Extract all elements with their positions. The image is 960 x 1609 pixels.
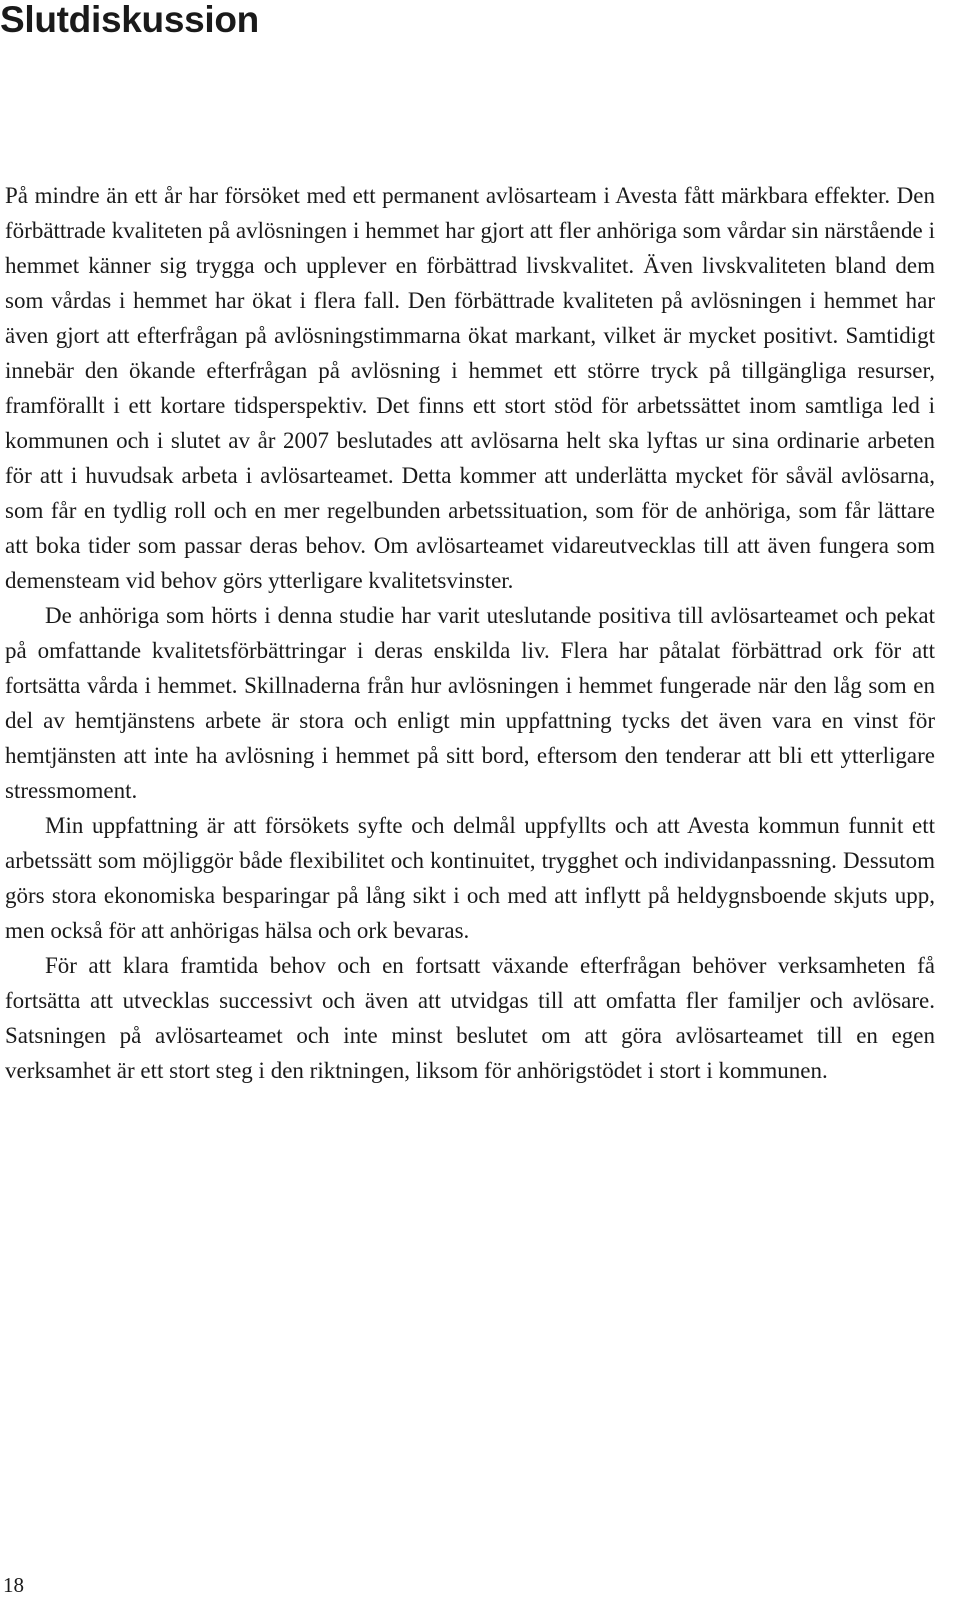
page-number: 18 <box>3 1573 24 1597</box>
paragraph-1: På mindre än ett år har försöket med ett permanent avlösarteam i Avesta fått märkbara effekter. Den förbättrade kvaliteten på avlösningen i hemmet har gjort att fler anhöriga som vårdar sin närstående i hemmet känner sig trygga och upplever en förbättrad livskvalitet. Även livskvaliteten bland dem som vårdas i hemmet har ökat i flera fall. Den förbättrade kvaliteten på avlösningen i hemmet har även gjort att efterfrågan på avlösningstimmarna ökat markant, vilket är mycket positivt. Samtidigt innebär den ökande efterfrågan på avlösning i hemmet ett större tryck på tillgängliga resurser, framförallt i ett kortare tidsperspektiv. Det finns ett stort stöd för arbetssättet inom samtliga led i kommunen och i slutet av år 2007 beslutades att avlösarna helt ska lyftas ur sina ordinarie arbeten för att i huvudsak arbeta i avlösarteamet. Detta kommer att underlätta mycket för såväl avlösarna, som får en tydlig roll och en mer regelbunden arbetssituation, som för de anhöriga, som får lättare att boka tider som passar deras behov. Om avlösarteamet vidareutvecklas till att även fungera som demensteam vid behov görs ytterligare kvalitetsvinster. <box>5 183 935 593</box>
body-text <box>5 178 935 1088</box>
paragraph-2: De anhöriga som hörts i denna studie har varit uteslutande positiva till avlösarteamet och pekat på omfattande kvalitetsförbättringar i deras enskilda liv. Flera har påtalat förbättrad ork för att fortsätta vårda i hemmet. Skillnaderna från hur avlösningen i hemmet fungerade när den låg som en del av hemtjänstens arbete är stora och enligt min uppfattning tycks det även vara en vinst för hemtjänsten att inte ha avlösning i hemmet på sitt bord, eftersom den tenderar att bli ett ytterligare stressmoment. <box>5 603 935 803</box>
page-title: Slutdiskussion <box>0 0 259 40</box>
paragraph-3: Min uppfattning är att försökets syfte och delmål uppfyllts och att Avesta kommun funnit ett arbetssätt som möjliggör både flexibilitet och kontinuitet, trygghet och individanpassning. Dessutom görs stora ekonomiska besparingar på lång sikt i och med att inflytt på heldygnsboende skjuts upp, men också för att anhörigas hälsa och ork bevaras. <box>5 813 935 943</box>
paragraph-4: För att klara framtida behov och en fortsatt växande efterfrågan behöver verksamheten få fortsätta att utvecklas successivt och även att utvidgas till att omfatta fler familjer och avlösare. Satsningen på avlösarteamet och inte minst beslutet om att göra avlösarteamet till en egen verksamhet är ett stort steg i den riktningen, liksom för anhörigstödet i stort i kommunen. <box>5 953 935 1083</box>
